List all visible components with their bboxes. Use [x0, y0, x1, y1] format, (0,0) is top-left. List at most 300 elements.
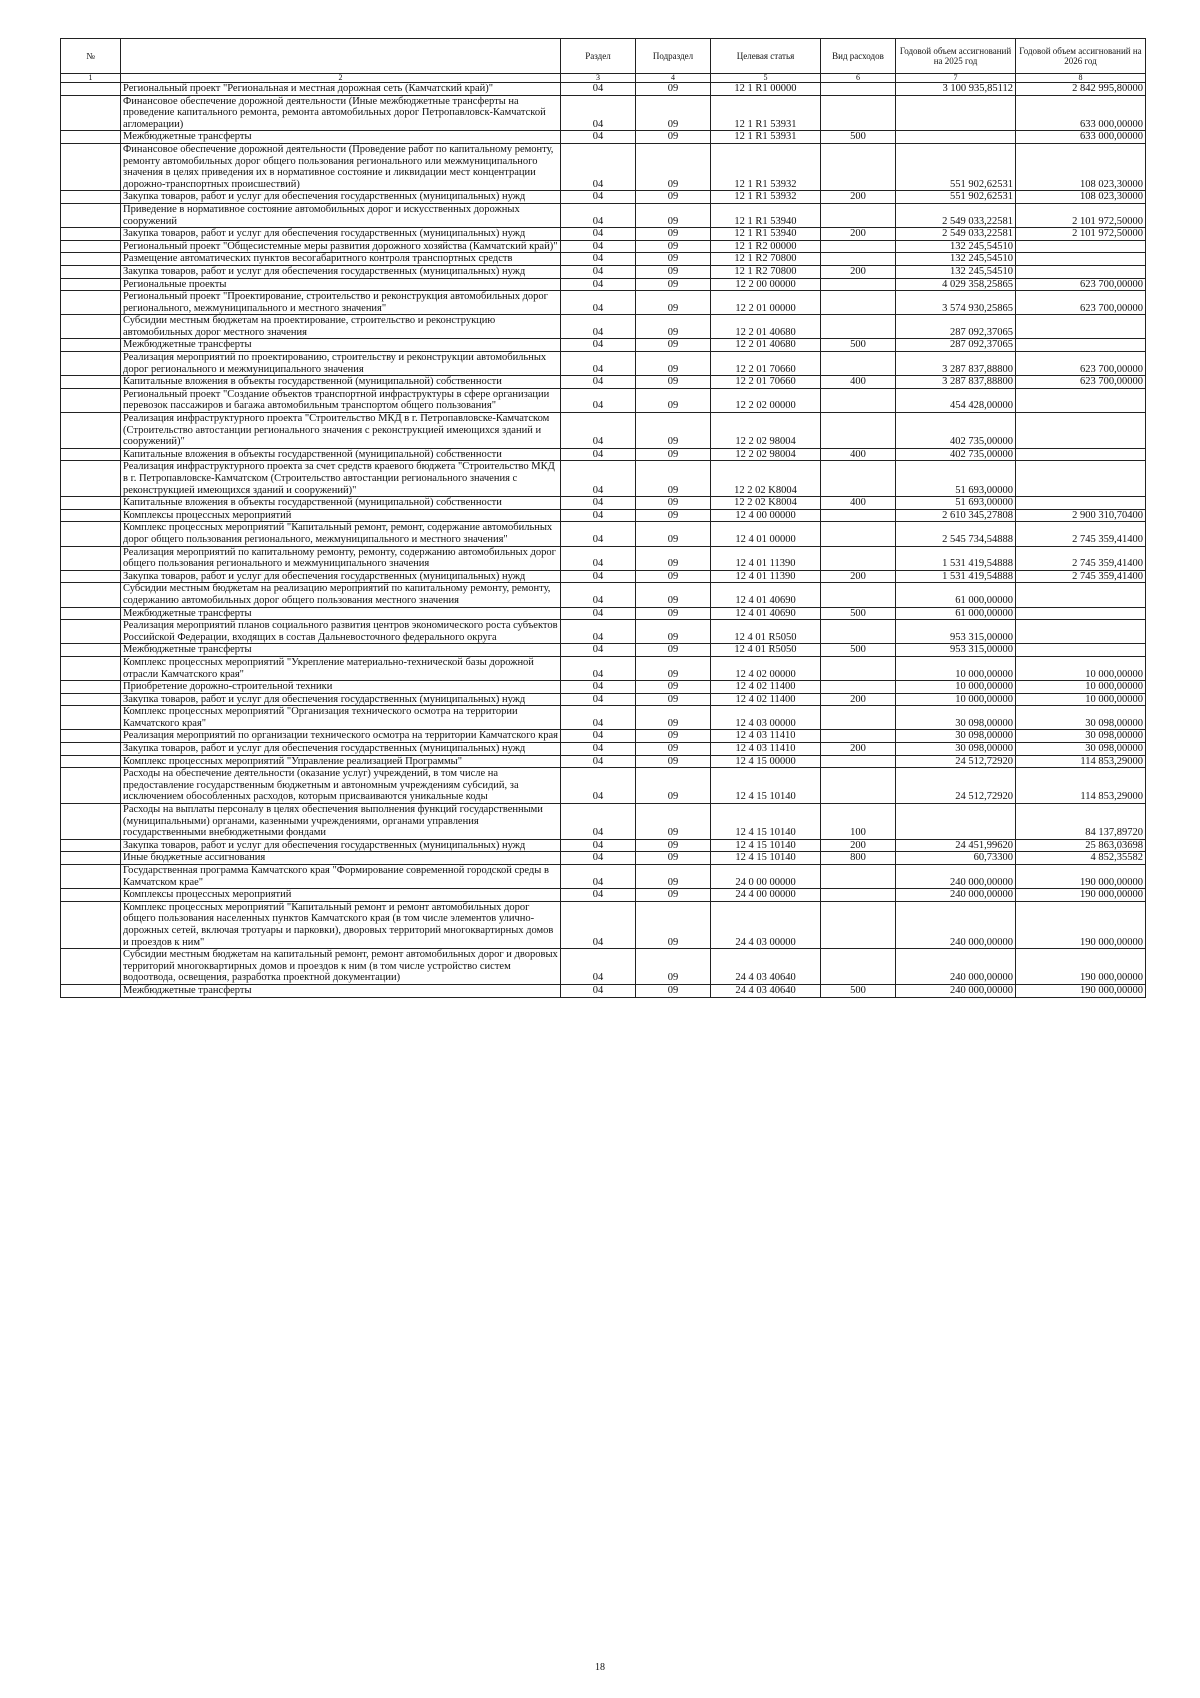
target-article-cell: 12 2 02 00000	[711, 388, 821, 412]
table-row	[61, 315, 1146, 339]
expense-type-cell: 400	[821, 448, 896, 461]
amount-2026-cell	[1016, 315, 1146, 339]
amount-2025-cell: 24 512,72920	[896, 755, 1016, 768]
row-num-cell	[61, 240, 121, 253]
row-num-cell	[61, 497, 121, 510]
budget-table	[60, 38, 1146, 998]
amount-2026-cell	[1016, 265, 1146, 278]
expense-type-cell	[821, 388, 896, 412]
podrazdel-cell: 09	[636, 143, 711, 190]
row-num-cell	[61, 693, 121, 706]
table-row	[61, 949, 1146, 985]
row-num-cell	[61, 570, 121, 583]
razdel-cell: 04	[561, 413, 636, 449]
razdel-cell: 04	[561, 755, 636, 768]
target-article-cell: 12 2 00 00000	[711, 278, 821, 291]
item-name-cell: Реализация инфраструктурного проекта за счет средств краевого бюджета "Строительство МКД в г. Петропавловске-Камчатском (Строительство автостанции регионального значения с реконструкцией имеющихся зданий и сооружений)"	[121, 461, 561, 497]
podrazdel-cell: 09	[636, 203, 711, 227]
row-num-cell	[61, 607, 121, 620]
row-num-cell	[61, 620, 121, 644]
item-name-cell: Расходы на обеспечение деятельности (оказание услуг) учреждений, в том числе на предоставление государственным бюджетным и автономным учреждениям субсидий, за исключением обособленных расходов, которым присваиваются уникальные коды	[121, 768, 561, 804]
expense-type-cell	[821, 315, 896, 339]
row-num-cell	[61, 889, 121, 902]
row-num-cell	[61, 413, 121, 449]
amount-2025-cell: 454 428,00000	[896, 388, 1016, 412]
expense-type-cell: 200	[821, 191, 896, 204]
podrazdel-cell: 09	[636, 607, 711, 620]
amount-2025-cell: 240 000,00000	[896, 949, 1016, 985]
amount-2026-cell	[1016, 339, 1146, 352]
expense-type-cell	[821, 522, 896, 546]
target-article-cell: 24 4 03 40640	[711, 949, 821, 985]
table-row	[61, 570, 1146, 583]
table-row	[61, 706, 1146, 730]
item-name-cell: Финансовое обеспечение дорожной деятельности (Проведение работ по капитальному ремонту, ремонту автомобильных дорог общего пользования регионального или межмуниципального значения в целях приведения их в нормативное состояние и ликвидации мест концентрации дорожно-транспортных происшествий)	[121, 143, 561, 190]
item-name-cell: Комплекс процессных мероприятий "Капитальный ремонт, ремонт, содержание автомобильных дорог общего пользования регионального, межмуниципального и местного значения"	[121, 522, 561, 546]
expense-type-cell: 400	[821, 497, 896, 510]
podrazdel-cell: 09	[636, 240, 711, 253]
razdel-cell: 04	[561, 315, 636, 339]
target-article-cell: 12 2 02 98004	[711, 413, 821, 449]
podrazdel-cell: 09	[636, 839, 711, 852]
item-name-cell: Межбюджетные трансферты	[121, 644, 561, 657]
row-num-cell	[61, 95, 121, 131]
amount-2025-cell: 287 092,37065	[896, 339, 1016, 352]
item-name-cell: Межбюджетные трансферты	[121, 607, 561, 620]
amount-2025-cell: 51 693,00000	[896, 461, 1016, 497]
row-num-cell	[61, 448, 121, 461]
razdel-cell: 04	[561, 448, 636, 461]
table-row	[61, 852, 1146, 865]
amount-2025-cell: 2 549 033,22581	[896, 228, 1016, 241]
table-row	[61, 509, 1146, 522]
target-article-cell: 12 4 01 R5050	[711, 644, 821, 657]
table-row	[61, 804, 1146, 840]
amount-2026-cell	[1016, 497, 1146, 510]
razdel-cell: 04	[561, 143, 636, 190]
amount-2026-cell: 190 000,00000	[1016, 984, 1146, 997]
target-article-cell: 12 2 01 70660	[711, 352, 821, 376]
item-name-cell: Закупка товаров, работ и услуг для обеспечения государственных (муниципальных) нужд	[121, 743, 561, 756]
razdel-cell: 04	[561, 706, 636, 730]
item-name-cell: Комплексы процессных мероприятий	[121, 509, 561, 522]
podrazdel-cell: 09	[636, 461, 711, 497]
amount-2026-cell: 2 900 310,70400	[1016, 509, 1146, 522]
amount-2025-cell: 551 902,62531	[896, 191, 1016, 204]
header-podrazdel: Подраздел	[636, 39, 711, 74]
razdel-cell: 04	[561, 278, 636, 291]
column-number: 7	[896, 74, 1016, 83]
podrazdel-cell: 09	[636, 583, 711, 607]
amount-2026-cell: 623 700,00000	[1016, 376, 1146, 389]
expense-type-cell	[821, 461, 896, 497]
target-article-cell: 12 2 01 40680	[711, 315, 821, 339]
item-name-cell: Комплекс процессных мероприятий "Организация технического осмотра на территории Камчатского края"	[121, 706, 561, 730]
amount-2026-cell: 2 745 359,41400	[1016, 522, 1146, 546]
amount-2025-cell: 60,73300	[896, 852, 1016, 865]
item-name-cell: Комплекс процессных мероприятий "Капитальный ремонт и ремонт автомобильных дорог общего пользования населенных пунктов Камчатского края (в том числе элементов улично-дорожных сетей, включая тротуары и парковки), дворовых территорий многоквартирных домов и проездов к ним"	[121, 901, 561, 948]
item-name-cell: Приобретение дорожно-строительной техники	[121, 681, 561, 694]
expense-type-cell	[821, 730, 896, 743]
podrazdel-cell: 09	[636, 865, 711, 889]
expense-type-cell	[821, 413, 896, 449]
amount-2025-cell: 10 000,00000	[896, 681, 1016, 694]
expense-type-cell	[821, 83, 896, 96]
expense-type-cell: 200	[821, 743, 896, 756]
item-name-cell: Региональные проекты	[121, 278, 561, 291]
amount-2026-cell: 30 098,00000	[1016, 730, 1146, 743]
expense-type-cell	[821, 889, 896, 902]
expense-type-cell	[821, 755, 896, 768]
podrazdel-cell: 09	[636, 95, 711, 131]
target-article-cell: 12 4 00 00000	[711, 509, 821, 522]
table-row	[61, 291, 1146, 315]
amount-2026-cell: 623 700,00000	[1016, 278, 1146, 291]
target-article-cell: 24 0 00 00000	[711, 865, 821, 889]
target-article-cell: 12 4 01 00000	[711, 522, 821, 546]
razdel-cell: 04	[561, 901, 636, 948]
amount-2025-cell: 132 245,54510	[896, 265, 1016, 278]
row-num-cell	[61, 984, 121, 997]
expense-type-cell	[821, 706, 896, 730]
row-num-cell	[61, 509, 121, 522]
amount-2026-cell: 2 745 359,41400	[1016, 546, 1146, 570]
item-name-cell: Межбюджетные трансферты	[121, 339, 561, 352]
expense-type-cell	[821, 768, 896, 804]
amount-2025-cell: 240 000,00000	[896, 901, 1016, 948]
amount-2025-cell: 10 000,00000	[896, 656, 1016, 680]
target-article-cell: 12 2 01 00000	[711, 291, 821, 315]
podrazdel-cell: 09	[636, 253, 711, 266]
header-name	[121, 39, 561, 74]
table-row	[61, 388, 1146, 412]
amount-2026-cell	[1016, 644, 1146, 657]
expense-type-cell	[821, 620, 896, 644]
razdel-cell: 04	[561, 583, 636, 607]
amount-2025-cell	[896, 131, 1016, 144]
razdel-cell: 04	[561, 265, 636, 278]
expense-type-cell	[821, 546, 896, 570]
amount-2026-cell: 10 000,00000	[1016, 656, 1146, 680]
row-num-cell	[61, 546, 121, 570]
razdel-cell: 04	[561, 768, 636, 804]
table-row	[61, 131, 1146, 144]
row-num-cell	[61, 583, 121, 607]
table-row	[61, 730, 1146, 743]
amount-2026-cell: 633 000,00000	[1016, 131, 1146, 144]
table-row	[61, 376, 1146, 389]
item-name-cell: Реализация мероприятий по организации технического осмотра на территории Камчатского края	[121, 730, 561, 743]
podrazdel-cell: 09	[636, 693, 711, 706]
expense-type-cell	[821, 95, 896, 131]
amount-2026-cell: 190 000,00000	[1016, 889, 1146, 902]
razdel-cell: 04	[561, 839, 636, 852]
target-article-cell: 12 4 15 00000	[711, 755, 821, 768]
header-target-article: Целевая статья	[711, 39, 821, 74]
podrazdel-cell: 09	[636, 889, 711, 902]
amount-2025-cell	[896, 804, 1016, 840]
amount-2026-cell: 2 101 972,50000	[1016, 228, 1146, 241]
razdel-cell: 04	[561, 949, 636, 985]
amount-2025-cell: 30 098,00000	[896, 706, 1016, 730]
razdel-cell: 04	[561, 570, 636, 583]
target-article-cell: 12 4 15 10140	[711, 852, 821, 865]
row-num-cell	[61, 852, 121, 865]
podrazdel-cell: 09	[636, 315, 711, 339]
podrazdel-cell: 09	[636, 730, 711, 743]
row-num-cell	[61, 83, 121, 96]
table-row	[61, 681, 1146, 694]
page-number: 18	[595, 1662, 605, 1673]
column-number: 6	[821, 74, 896, 83]
row-num-cell	[61, 681, 121, 694]
table-row	[61, 461, 1146, 497]
expense-type-cell: 200	[821, 265, 896, 278]
item-name-cell: Капитальные вложения в объекты государственной (муниципальной) собственности	[121, 448, 561, 461]
row-num-cell	[61, 228, 121, 241]
expense-type-cell: 200	[821, 839, 896, 852]
expense-type-cell: 500	[821, 644, 896, 657]
podrazdel-cell: 09	[636, 743, 711, 756]
amount-2026-cell	[1016, 620, 1146, 644]
row-num-cell	[61, 656, 121, 680]
target-article-cell: 12 4 15 10140	[711, 768, 821, 804]
podrazdel-cell: 09	[636, 509, 711, 522]
row-num-cell	[61, 376, 121, 389]
expense-type-cell	[821, 583, 896, 607]
table-row	[61, 95, 1146, 131]
expense-type-cell	[821, 509, 896, 522]
amount-2025-cell: 953 315,00000	[896, 644, 1016, 657]
razdel-cell: 04	[561, 95, 636, 131]
table-row	[61, 203, 1146, 227]
podrazdel-cell: 09	[636, 191, 711, 204]
razdel-cell: 04	[561, 509, 636, 522]
amount-2025-cell: 240 000,00000	[896, 889, 1016, 902]
row-num-cell	[61, 253, 121, 266]
amount-2025-cell: 240 000,00000	[896, 984, 1016, 997]
expense-type-cell: 400	[821, 376, 896, 389]
target-article-cell: 12 1 R2 70800	[711, 253, 821, 266]
row-num-cell	[61, 131, 121, 144]
expense-type-cell: 800	[821, 852, 896, 865]
podrazdel-cell: 09	[636, 901, 711, 948]
table-row	[61, 191, 1146, 204]
podrazdel-cell: 09	[636, 388, 711, 412]
razdel-cell: 04	[561, 730, 636, 743]
row-num-cell	[61, 278, 121, 291]
expense-type-cell: 500	[821, 131, 896, 144]
razdel-cell: 04	[561, 522, 636, 546]
expense-type-cell: 100	[821, 804, 896, 840]
target-article-cell: 24 4 03 00000	[711, 901, 821, 948]
amount-2025-cell: 3 287 837,88800	[896, 352, 1016, 376]
amount-2025-cell: 10 000,00000	[896, 693, 1016, 706]
podrazdel-cell: 09	[636, 339, 711, 352]
table-row	[61, 644, 1146, 657]
row-num-cell	[61, 522, 121, 546]
amount-2025-cell: 402 735,00000	[896, 413, 1016, 449]
amount-2026-cell: 623 700,00000	[1016, 352, 1146, 376]
razdel-cell: 04	[561, 852, 636, 865]
amount-2025-cell: 2 610 345,27808	[896, 509, 1016, 522]
amount-2026-cell: 190 000,00000	[1016, 901, 1146, 948]
amount-2025-cell: 4 029 358,25865	[896, 278, 1016, 291]
amount-2025-cell: 1 531 419,54888	[896, 546, 1016, 570]
table-row	[61, 352, 1146, 376]
table-body	[61, 83, 1146, 998]
item-name-cell: Капитальные вложения в объекты государственной (муниципальной) собственности	[121, 376, 561, 389]
podrazdel-cell: 09	[636, 656, 711, 680]
podrazdel-cell: 09	[636, 413, 711, 449]
amount-2026-cell: 25 863,03698	[1016, 839, 1146, 852]
target-article-cell: 12 4 03 11410	[711, 730, 821, 743]
table-row	[61, 413, 1146, 449]
amount-2026-cell: 114 853,29000	[1016, 755, 1146, 768]
razdel-cell: 04	[561, 804, 636, 840]
amount-2026-cell: 190 000,00000	[1016, 949, 1146, 985]
row-num-cell	[61, 743, 121, 756]
expense-type-cell	[821, 949, 896, 985]
razdel-cell: 04	[561, 388, 636, 412]
razdel-cell: 04	[561, 889, 636, 902]
amount-2025-cell: 30 098,00000	[896, 730, 1016, 743]
razdel-cell: 04	[561, 376, 636, 389]
amount-2025-cell: 51 693,00000	[896, 497, 1016, 510]
amount-2026-cell	[1016, 388, 1146, 412]
item-name-cell: Иные бюджетные ассигнования	[121, 852, 561, 865]
amount-2026-cell	[1016, 607, 1146, 620]
podrazdel-cell: 09	[636, 620, 711, 644]
podrazdel-cell: 09	[636, 83, 711, 96]
amount-2026-cell: 108 023,30000	[1016, 191, 1146, 204]
table-row	[61, 143, 1146, 190]
table-row	[61, 901, 1146, 948]
razdel-cell: 04	[561, 984, 636, 997]
expense-type-cell: 200	[821, 693, 896, 706]
table-row	[61, 743, 1146, 756]
podrazdel-cell: 09	[636, 291, 711, 315]
item-name-cell: Субсидии местным бюджетам на капитальный ремонт, ремонт автомобильных дорог и дворовых территорий многоквартирных домов и проездов к ним (в том числе устройство систем водоотвода, освещения, разработка проектной документации)	[121, 949, 561, 985]
table-row	[61, 265, 1146, 278]
expense-type-cell: 500	[821, 984, 896, 997]
target-article-cell: 12 2 02 K8004	[711, 497, 821, 510]
item-name-cell: Региональный проект "Общесистемные меры развития дорожного хозяйства (Камчатский край)"	[121, 240, 561, 253]
item-name-cell: Закупка товаров, работ и услуг для обеспечения государственных (муниципальных) нужд	[121, 839, 561, 852]
row-num-cell	[61, 315, 121, 339]
expense-type-cell	[821, 278, 896, 291]
amount-2026-cell	[1016, 583, 1146, 607]
expense-type-cell	[821, 352, 896, 376]
column-number-row	[61, 74, 1146, 83]
amount-2025-cell: 287 092,37065	[896, 315, 1016, 339]
amount-2025-cell: 132 245,54510	[896, 240, 1016, 253]
amount-2026-cell: 4 852,35582	[1016, 852, 1146, 865]
amount-2025-cell: 24 512,72920	[896, 768, 1016, 804]
amount-2025-cell: 61 000,00000	[896, 583, 1016, 607]
amount-2025-cell: 953 315,00000	[896, 620, 1016, 644]
target-article-cell: 12 1 R2 70800	[711, 265, 821, 278]
amount-2025-cell: 24 451,99620	[896, 839, 1016, 852]
table-row	[61, 240, 1146, 253]
expense-type-cell	[821, 253, 896, 266]
row-num-cell	[61, 265, 121, 278]
amount-2025-cell: 132 245,54510	[896, 253, 1016, 266]
row-num-cell	[61, 768, 121, 804]
table-row	[61, 583, 1146, 607]
item-name-cell: Государственная программа Камчатского края "Формирование современной городской среды в Камчатском крае"	[121, 865, 561, 889]
header-expense-type: Вид расходов	[821, 39, 896, 74]
row-num-cell	[61, 352, 121, 376]
target-article-cell: 12 1 R1 00000	[711, 83, 821, 96]
row-num-cell	[61, 203, 121, 227]
item-name-cell: Закупка товаров, работ и услуг для обеспечения государственных (муниципальных) нужд	[121, 228, 561, 241]
item-name-cell: Финансовое обеспечение дорожной деятельности (Иные межбюджетные трансферты на проведение капитального ремонта, ремонта автомобильных дорог Петропавловск-Камчатской агломерации)	[121, 95, 561, 131]
target-article-cell: 12 4 01 40690	[711, 583, 821, 607]
expense-type-cell	[821, 656, 896, 680]
item-name-cell: Размещение автоматических пунктов весогабаритного контроля транспортных средств	[121, 253, 561, 266]
target-article-cell: 12 2 02 K8004	[711, 461, 821, 497]
amount-2025-cell: 2 545 734,54888	[896, 522, 1016, 546]
amount-2026-cell: 623 700,00000	[1016, 291, 1146, 315]
expense-type-cell	[821, 203, 896, 227]
amount-2025-cell: 3 100 935,85112	[896, 83, 1016, 96]
podrazdel-cell: 09	[636, 278, 711, 291]
target-article-cell: 12 1 R1 53932	[711, 143, 821, 190]
item-name-cell: Региональный проект "Региональная и местная дорожная сеть (Камчатский край)"	[121, 83, 561, 96]
razdel-cell: 04	[561, 253, 636, 266]
amount-2025-cell: 30 098,00000	[896, 743, 1016, 756]
target-article-cell: 24 4 03 40640	[711, 984, 821, 997]
razdel-cell: 04	[561, 497, 636, 510]
table-row	[61, 656, 1146, 680]
item-name-cell: Закупка товаров, работ и услуг для обеспечения государственных (муниципальных) нужд	[121, 191, 561, 204]
item-name-cell: Региональный проект "Создание объектов транспортной инфраструктуры в сфере организации перевозок пассажиров и багажа автомобильным транспортом общего пользования"	[121, 388, 561, 412]
amount-2026-cell: 114 853,29000	[1016, 768, 1146, 804]
target-article-cell: 12 2 01 70660	[711, 376, 821, 389]
table-row	[61, 546, 1146, 570]
column-number: 4	[636, 74, 711, 83]
target-article-cell: 12 4 01 11390	[711, 546, 821, 570]
expense-type-cell	[821, 291, 896, 315]
razdel-cell: 04	[561, 461, 636, 497]
target-article-cell: 12 4 02 11400	[711, 681, 821, 694]
podrazdel-cell: 09	[636, 352, 711, 376]
row-num-cell	[61, 291, 121, 315]
razdel-cell: 04	[561, 352, 636, 376]
target-article-cell: 12 4 02 00000	[711, 656, 821, 680]
item-name-cell: Закупка товаров, работ и услуг для обеспечения государственных (муниципальных) нужд	[121, 693, 561, 706]
podrazdel-cell: 09	[636, 228, 711, 241]
podrazdel-cell: 09	[636, 804, 711, 840]
target-article-cell: 12 4 15 10140	[711, 839, 821, 852]
podrazdel-cell: 09	[636, 265, 711, 278]
razdel-cell: 04	[561, 743, 636, 756]
podrazdel-cell: 09	[636, 570, 711, 583]
row-num-cell	[61, 644, 121, 657]
table-row	[61, 522, 1146, 546]
amount-2025-cell	[896, 95, 1016, 131]
razdel-cell: 04	[561, 191, 636, 204]
target-article-cell: 12 4 01 R5050	[711, 620, 821, 644]
target-article-cell: 12 1 R1 53940	[711, 228, 821, 241]
target-article-cell: 12 1 R2 00000	[711, 240, 821, 253]
razdel-cell: 04	[561, 131, 636, 144]
target-article-cell: 12 2 02 98004	[711, 448, 821, 461]
row-num-cell	[61, 755, 121, 768]
expense-type-cell: 200	[821, 228, 896, 241]
razdel-cell: 04	[561, 865, 636, 889]
